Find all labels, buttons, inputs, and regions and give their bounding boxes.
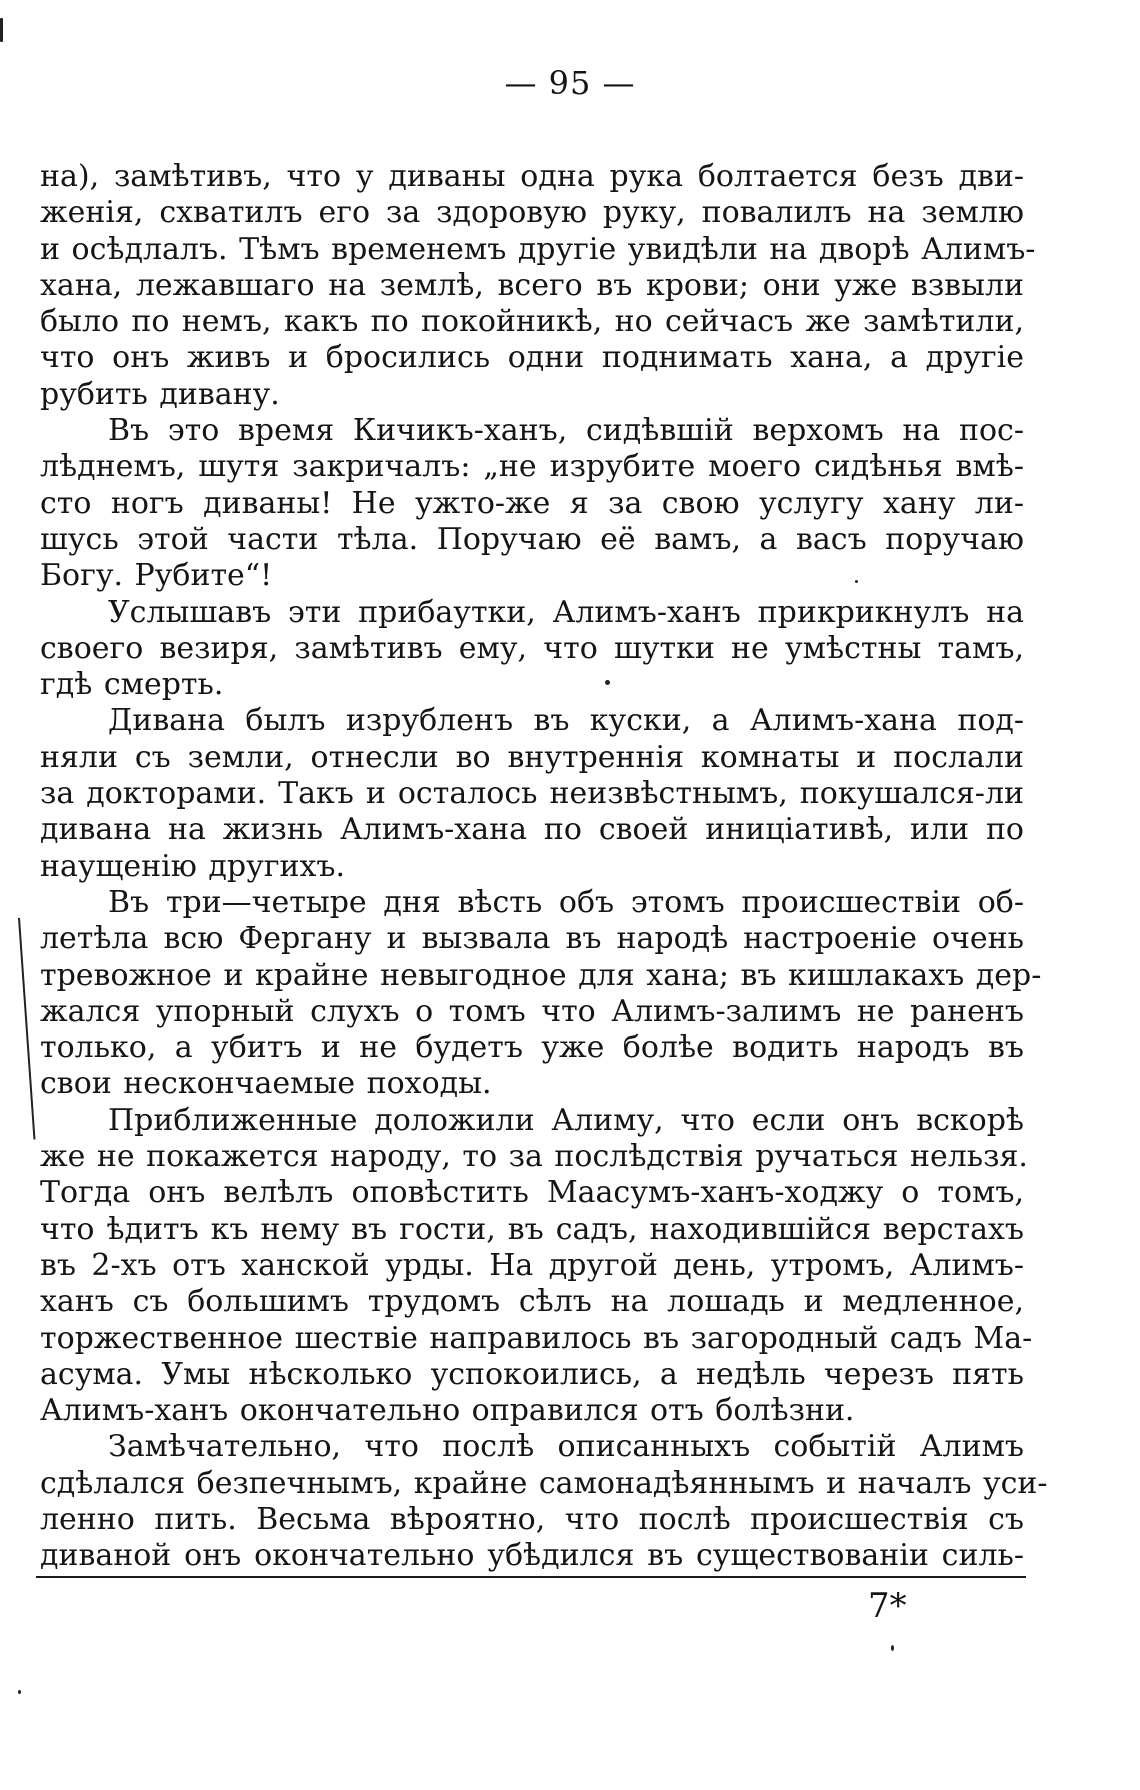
text-line: сдѣлался безпечнымъ, крайне самонадѣяннымъ и началъ уси-	[40, 1465, 1048, 1501]
text-line: жался упорный слухъ о томъ что Алимъ-залимъ не раненъ	[40, 993, 1024, 1029]
text-line: же не покажется народу, то за послѣдствія ручаться нельзя.	[40, 1139, 1028, 1175]
text-line: женія, схватилъ его за здоровую руку, повалилъ на землю	[40, 195, 1024, 231]
text-line: хана, лежавшаго на землѣ, всего въ крови; они уже взвыли	[40, 267, 1024, 303]
margin-pencil-mark	[18, 918, 35, 1140]
text-line: тревожное и крайне невыгодное для хана; въ кишлакахъ дер-	[40, 957, 1042, 993]
text-line: наущенію другихъ.	[40, 848, 346, 884]
text-line: своего везиря, замѣтивъ ему, что шутки не умѣстны тамъ,	[40, 630, 1024, 666]
ink-speck	[0, 18, 3, 42]
text-line: что онъ живъ и бросились одни поднимать хана, а другіе	[40, 340, 1024, 376]
text-line: Тогда онъ велѣлъ оповѣстить Маасумъ-ханъ-ходжу о томъ,	[40, 1175, 1024, 1211]
text-line: летѣла всю Фергану и вызвала въ народѣ настроеніе очень	[40, 921, 1024, 957]
bottom-rule	[36, 1576, 1026, 1578]
text-line: лѣднемъ, шутя закричалъ: „не изрубите моего сидѣнья вмѣ-	[40, 449, 1024, 485]
text-line: гдѣ смерть.	[40, 667, 224, 703]
text-line: сто ногъ диваны! Не ужто-же я за свою услугу хану ли-	[40, 485, 1024, 521]
text-line: ханъ съ большимъ трудомъ сѣлъ на лошадь и медленное,	[40, 1284, 1024, 1320]
text-line: Приближенные доложили Алиму, что если онъ вскорѣ	[108, 1102, 1024, 1138]
text-line: только, а убитъ и не будетъ уже болѣе водить народъ въ	[40, 1030, 1024, 1066]
text-line: на), замѣтивъ, что у диваны одна рука болтается безъ дви-	[40, 159, 1024, 194]
text-line: въ 2-хъ отъ ханской урды. На другой день, утромъ, Алимъ-	[40, 1247, 1024, 1283]
ink-speck	[891, 1645, 894, 1651]
text-line: Въ три—четыре дня вѣсть объ этомъ происшествіи об-	[108, 884, 1024, 920]
body-text	[40, 159, 1048, 1575]
text-line: и осѣдлалъ. Тѣмъ временемъ другіе увидѣли на дворѣ Алимъ-	[40, 231, 1036, 267]
text-line: Богу. Рубите“!	[40, 558, 273, 594]
text-line: Въ это время Кичикъ-ханъ, сидѣвшій верхомъ на пос-	[108, 413, 1024, 449]
text-line: что ѣдитъ къ нему въ гости, въ садъ, находившійся верстахъ	[40, 1211, 1024, 1247]
text-line: диваной онъ окончательно убѣдился въ существованіи силь-	[40, 1538, 1024, 1574]
text-line: рубить дивану.	[40, 376, 280, 412]
text-line: шусь этой части тѣла. Поручаю её вамъ, а васъ поручаю	[40, 521, 1024, 557]
text-line: было по немъ, какъ по покойникѣ, но сейчасъ же замѣтили,	[40, 304, 1024, 340]
signature-mark: 7*	[868, 1586, 907, 1626]
text-line: Замѣчательно, что послѣ описанныхъ событій Алимъ	[108, 1429, 1024, 1465]
ink-speck	[18, 1690, 21, 1694]
text-line: дивана на жизнь Алимъ-хана по своей иниціативѣ, или по	[40, 812, 1024, 848]
ink-speck	[855, 580, 858, 583]
ink-speck	[605, 680, 610, 685]
text-line: няли съ земли, отнесли во внутреннія комнаты и послали	[40, 739, 1024, 775]
text-line: Дивана былъ изрубленъ въ куски, а Алимъ-хана под-	[108, 703, 1024, 739]
text-line: ленно пить. Весьма вѣроятно, что послѣ происшествія съ	[40, 1501, 1024, 1537]
text-line: Алимъ-ханъ окончательно оправился отъ болѣзни.	[40, 1393, 855, 1429]
text-line: свои нескончаемые походы.	[40, 1066, 492, 1102]
text-line: Услышавъ эти прибаутки, Алимъ-ханъ прикрикнулъ на	[108, 594, 1024, 630]
text-line: за докторами. Такъ и осталось неизвѣстнымъ, покушался-ли	[40, 776, 1024, 812]
text-line: торжественное шествіе направилось въ загородный садъ Ма-	[40, 1320, 1033, 1356]
text-line: асума. Умы нѣсколько успокоились, а недѣль черезъ пять	[40, 1356, 1024, 1392]
page-number: — 95 —	[504, 64, 636, 102]
